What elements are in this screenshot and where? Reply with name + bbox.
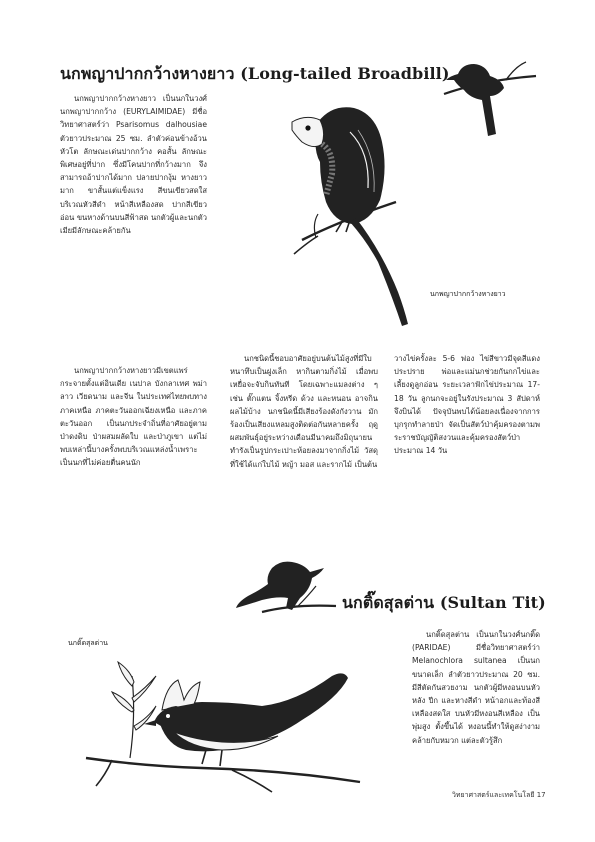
article1-col2 (230, 352, 378, 564)
article-title-broadbill: นกพญาปากกว้างหางยาว (Long-tailed Broadbill) (60, 64, 450, 83)
article1-paragraph: นกชนิดนี้ชอบอาศัยอยู่บนต้นไม้สูงที่มีใบหนาทึบเป็นฝูงเล็ก หากินตามกิ่งไม้ เมื่อพบเหยื่อจะจับกินทันที โดยเฉพาะแมลงต่าง ๆ เช่น ตั๊กแตน จิ้งหรีด ด้วง และหนอน อาจกินผลไม้บ้าง นกชนิดนี้มีเสียงร้องดังกังวาน มักร้องเป็นเสียงแหลมสูงติดต่อกันหลายครั้ง ฤดูผสมพันธุ์อยู่ระหว่างเดือนมีนาคมถึงมิถุนายน ทำรังเป็นรูปกระเปาะห้อยลงมาจากกิ่งไม้ วัสดุที่ใช้ได้แก่ใบไม้ หญ้า มอส และรากไม้ เป็นต้น (230, 354, 378, 469)
sultan-tit-illustration (82, 646, 372, 796)
article1-col1-distribution (60, 364, 207, 564)
broadbill-caption: นกพญาปากกว้างหางยาว (430, 290, 506, 298)
article1-paragraph: วางไข่ครั้งละ 5-6 ฟอง ไข่สีขาวมีจุดสีแดงประปราย พ่อและแม่นกช่วยกันกกไข่และเลี้ยงดูลูกอ่อน ระยะเวลาฟักไข่ประมาณ 17-18 วัน ลูกนกจะอยู่ในรังประมาณ 3 สัปดาห์จึงบินได้ ปัจจุบันพบได้น้อยลงเนื่องจากการบุกรุกทำลายป่า จัดเป็นสัตว์ป่าคุ้มครองตามพระราชบัญญัติสงวนและคุ้มครองสัตว์ป่า ประมาณ 14 วัน (394, 354, 540, 456)
article1-col1-intro (60, 92, 207, 344)
article1-paragraph: นกพญาปากกว้างหางยาวมีเขตแพร่กระจายตั้งแต่อินเดีย เนปาล บังกลาเทศ พม่า ลาว เวียดนาม และจีน ในประเทศไทยพบทางภาคเหนือ ภาคตะวันออกเฉียงเหนือ และภาคตะวันออก เป็นนกประจำถิ่นที่อาศัยอยู่ตามป่าดงดิบ ป่าผสมผลัดใบ และป่าภูเขา แต่ไม่พบเหล่านี้บางครั้งพบบริเวณแหล่งน้ำเพราะเป็นนกที่ไม่ค่อยตื่นคนนัก (60, 366, 207, 468)
page-footer: วิทยาศาสตร์และเทคโนโลยี 17 (452, 791, 546, 799)
article2-paragraph: นกติ๊ดสุลต่าน เป็นนกในวงศ์นกติ๊ด (PARIDAE) มีชื่อวิทยาศาสตร์ว่า Melanochlora sultanea เป็นนกขนาดเล็ก ลำตัวยาวประมาณ 20 ซม. มีสีตัดกันสวยงาม นกตัวผู้มีหงอนบนหัว หลัง ปีก และหางสีดำ หน้าอกและท้องสีเหลืองสดใส บนหัวมีหงอนสีเหลือง เป็นพุ่มสูง ตั้งขึ้นได้ หงอนนี้ทำให้ดูสง่างามคล้ายกับหมวก แต่ละตัวรู้สึก (412, 630, 540, 745)
article1-paragraph: นกพญาปากกว้างหางยาว เป็นนกในวงศ์นกพญาปากกว้าง (EURYLAIMIDAE) มีชื่อวิทยาศาสตร์ว่า Psarisomus dalhousiae ตัวยาวประมาณ 25 ซม. ลำตัวค่อนข้างอ้วน หัวโต ลักษณะเด่นปากกว้าง คอสั้น ลักษณะพิเศษอยู่ที่ปาก ซึ่งมีโคนปากที่กว้างมาก จึงสามารถอ้าปากได้มาก ปลายปากงุ้ม หางยาวมาก ขาสั้นแต่แข็งแรง สีขนเขียวสดใส บริเวณหัวสีดำ หน้าสีเหลืองสด ปากสีเขียวอ่อน ขนหางด้านบนสีฟ้าสด นกตัวผู้และนกตัวเมียมีลักษณะคล้ายกัน (60, 94, 207, 236)
bird-silhouette-icon (232, 556, 342, 626)
broadbill-illustration (272, 92, 452, 332)
article2-text (412, 628, 540, 786)
article1-col3 (394, 352, 540, 518)
sultan-tit-caption: นกติ๊ดสุลต่าน (68, 639, 108, 647)
article-title-sultan-tit: นกติ๊ดสุลต่าน (Sultan Tit) (342, 593, 546, 612)
